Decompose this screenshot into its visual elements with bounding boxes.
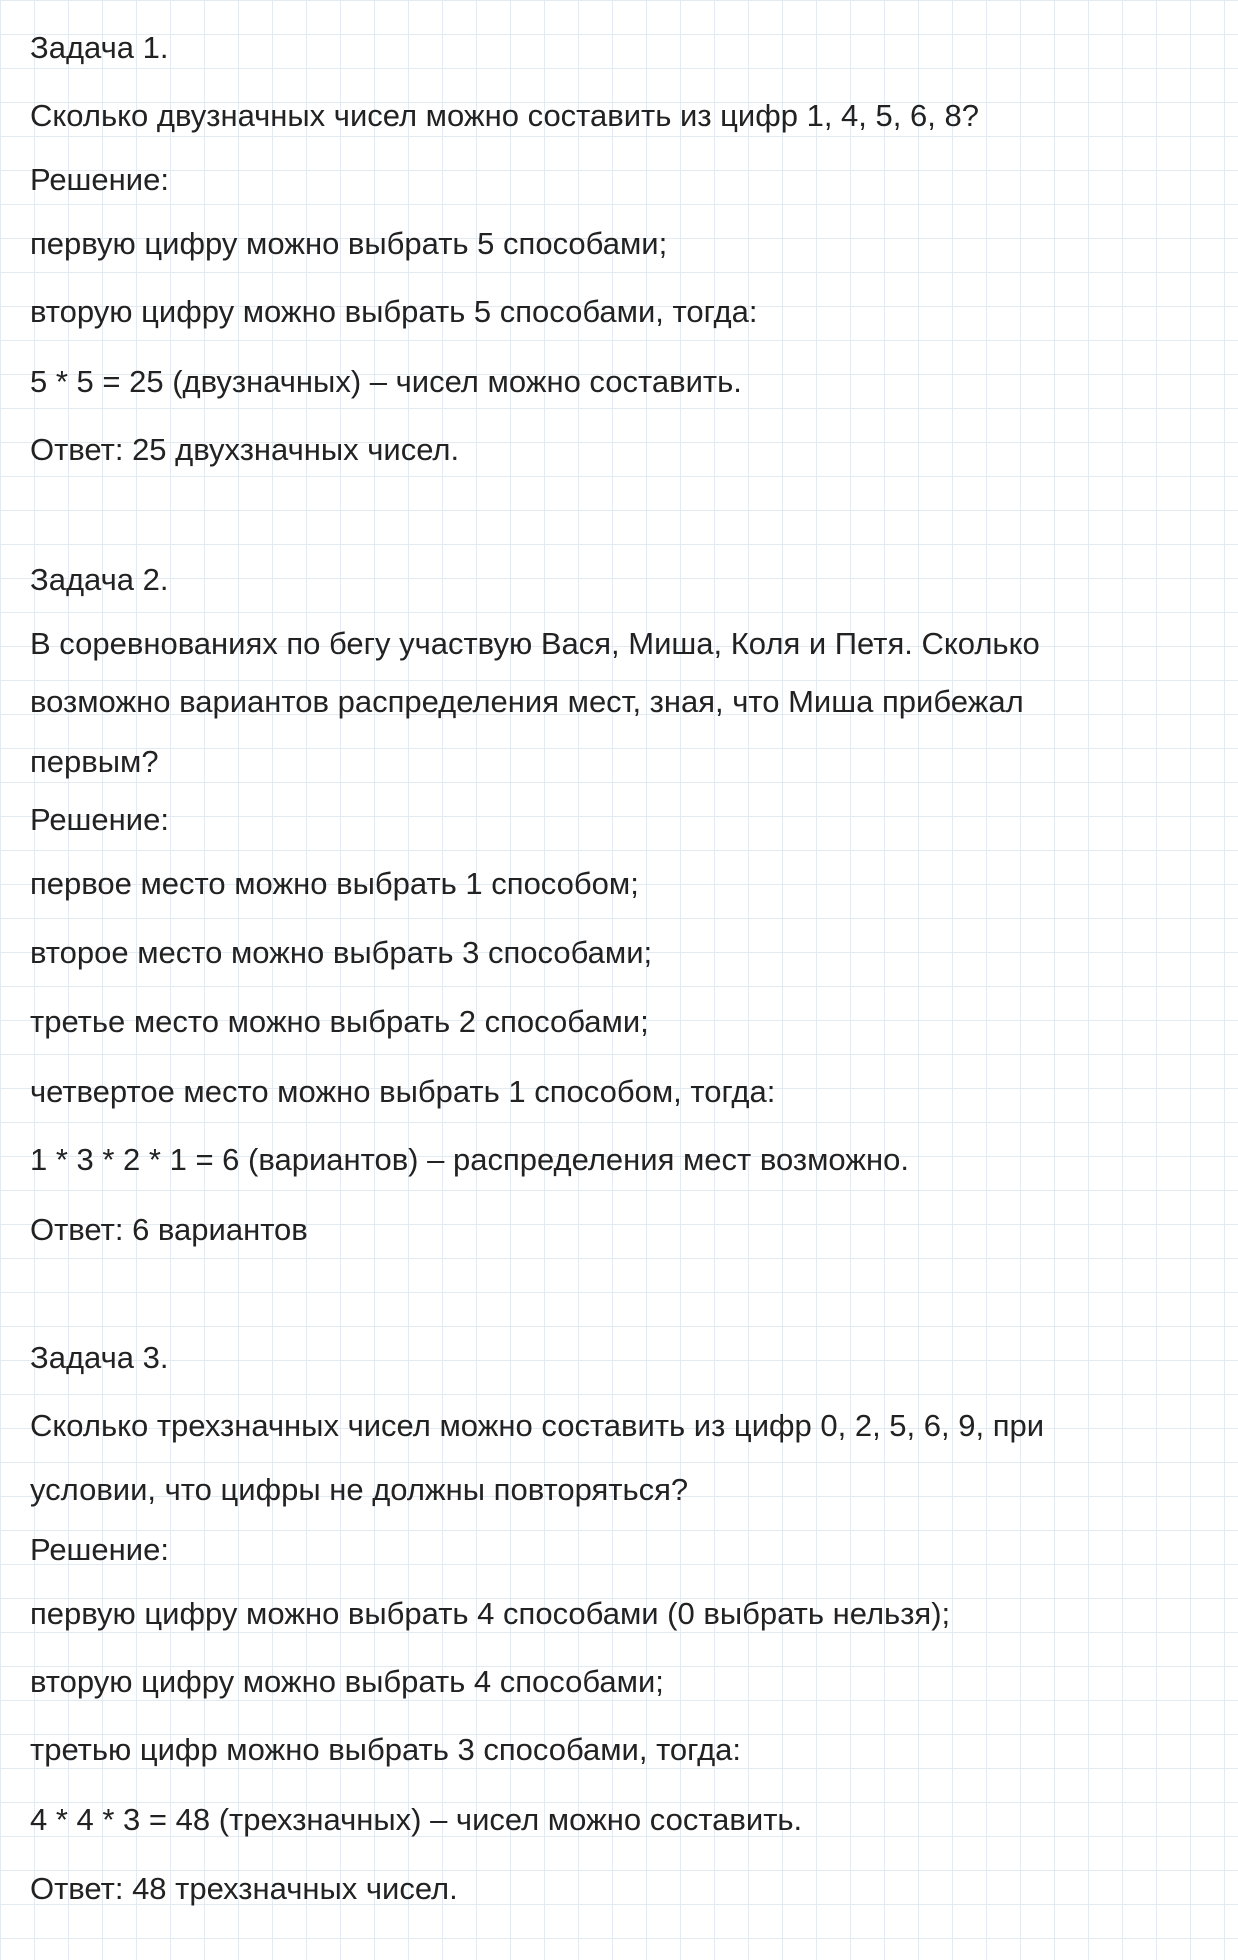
task-2-step-5: 1 * 3 * 2 * 1 = 6 (вариантов) – распределения мест возможно. (30, 1142, 910, 1177)
task-2-step-4: четвертое место можно выбрать 1 способом, тогда: (30, 1074, 776, 1109)
task-3-answer: Ответ: 48 трехзначных чисел. (30, 1871, 458, 1906)
task-2-step-1: первое место можно выбрать 1 способом; (30, 866, 639, 901)
task-1-title: Задача 1. (30, 30, 169, 65)
task-3-step-2: вторую цифру можно выбрать 4 способами; (30, 1664, 664, 1699)
task-2-step-2: второе место можно выбрать 3 способами; (30, 935, 653, 970)
task-3-question-line-1: Сколько трехзначных чисел можно составить из цифр 0, 2, 5, 6, 9, при (30, 1408, 1045, 1443)
task-3-step-4: 4 * 4 * 3 = 48 (трехзначных) – чисел можно составить. (30, 1802, 803, 1837)
task-3-question-line-2: условии, что цифры не должны повторяться? (30, 1472, 689, 1507)
task-2-question-line-3: первым? (30, 744, 159, 779)
task-2-question-line-1: В соревнованиях по бегу участвую Вася, Миша, Коля и Петя. Сколько (30, 626, 1040, 661)
task-3-step-1: первую цифру можно выбрать 4 способами (0 выбрать нельзя); (30, 1596, 951, 1631)
task-1-solution-label: Решение: (30, 162, 169, 197)
task-2-step-3: третье место можно выбрать 2 способами; (30, 1004, 649, 1039)
task-1-question: Сколько двузначных чисел можно составить из цифр 1, 4, 5, 6, 8? (30, 98, 979, 133)
task-3-solution-label: Решение: (30, 1532, 169, 1567)
task-1-step-2: вторую цифру можно выбрать 5 способами, тогда: (30, 294, 758, 329)
task-2-question-line-2: возможно вариантов распределения мест, зная, что Миша прибежал (30, 684, 1024, 719)
task-3-title: Задача 3. (30, 1340, 169, 1375)
task-1-answer: Ответ: 25 двухзначных чисел. (30, 432, 460, 467)
task-1-step-1: первую цифру можно выбрать 5 способами; (30, 226, 668, 261)
task-1-step-3: 5 * 5 = 25 (двузначных) – чисел можно составить. (30, 364, 742, 399)
task-3-step-3: третью цифр можно выбрать 3 способами, тогда: (30, 1732, 742, 1767)
task-2-title: Задача 2. (30, 562, 169, 597)
task-2-solution-label: Решение: (30, 802, 169, 837)
task-2-answer: Ответ: 6 вариантов (30, 1212, 308, 1247)
